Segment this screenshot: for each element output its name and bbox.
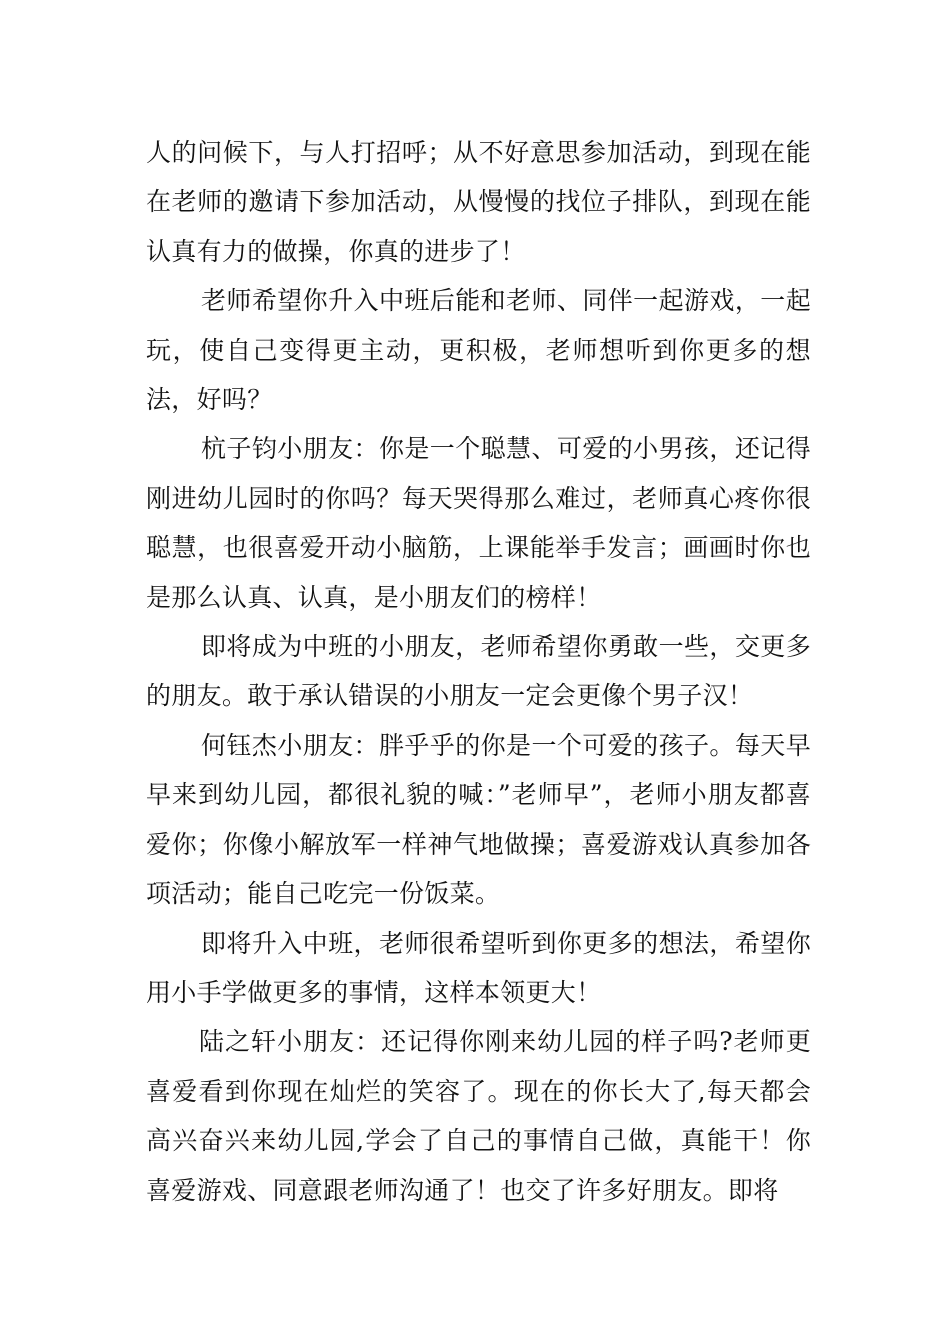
paragraph-wish-1: 老师希望你升入中班后能和老师、同伴一起游戏，一起玩，使自己变得更主动，更积极，老师想听到你更多的想法，好吗？ [146,286,811,415]
paragraph-lu-zhixuan: 陆之轩小朋友：还记得你刚来幼儿园的样子吗?老师更喜爱看到你现在灿烂的笑容了。现在的你长大了,每天都会高兴奋兴来幼儿园,学会了自己的事情自己做，真能干！你喜爱游戏、同意跟老师沟通了！也交了许多好朋友。即将 [146,1027,811,1205]
paragraph-wish-3: 即将升入中班，老师很希望听到你更多的想法，希望你用小手学做更多的事情，这样本领更大！ [146,928,811,1007]
paragraph-continuation: 人的问候下，与人打招呼；从不好意思参加活动，到现在能在老师的邀请下参加活动，从慢慢的找位子排队，到现在能认真有力的做操，你真的进步了！ [146,138,811,266]
paragraph-he-yujie: 何钰杰小朋友：胖乎乎的你是一个可爱的孩子。每天早早来到幼儿园，都很礼貌的喊：”老师早”，老师小朋友都喜爱你；你像小解放军一样神气地做操；喜爱游戏认真参加各项活动；能自己吃完一份饭菜。 [146,730,811,909]
paragraph-hang-zijun: 杭子钧小朋友：你是一个聪慧、可爱的小男孩，还记得刚进幼儿园时的你吗？每天哭得那么难过，老师真心疼你很聪慧，也很喜爱开动小脑筋，上课能举手发言；画画时你也是那么认真、认真，是小朋友们的榜样！ [146,434,811,612]
document-body [146,128,811,1215]
paragraph-wish-2: 即将成为中班的小朋友，老师希望你勇敢一些，交更多的朋友。敢于承认错误的小朋友一定会更像个男子汉！ [146,632,811,711]
